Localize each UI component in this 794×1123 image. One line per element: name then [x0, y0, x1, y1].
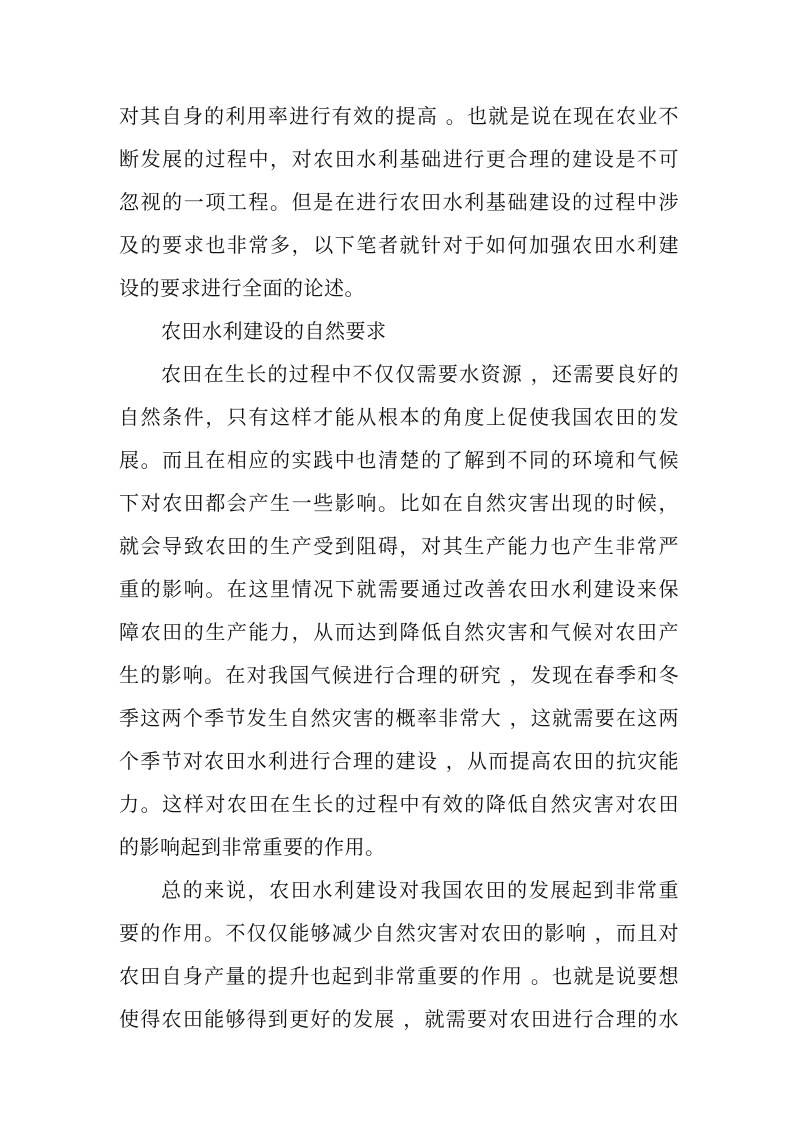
- text-line: 农田在生长的过程中不仅仅需要水资源 ，还需要良好的: [161, 362, 679, 386]
- text-line: 及的要求也非常多，以下笔者就针对于如何加强农田水利建: [119, 233, 679, 257]
- text-line: 个季节对农田水利进行合理的建设 ，从而提高农田的抗灾能: [119, 749, 679, 773]
- text-line: 忽视的一项工程。但是在进行农田水利基础建设的过程中涉: [119, 190, 679, 214]
- text-line: 自然条件，只有这样才能从根本的角度上促使我国农田的发: [119, 405, 679, 429]
- text-line: 断发展的过程中，对农田水利基础进行更合理的建设是不可: [119, 147, 679, 171]
- text-line: 对其自身的利用率进行有效的提高 。也就是说在现在农业不: [119, 104, 679, 128]
- text-line: 重的影响。在这里情况下就需要通过改善农田水利建设来保: [119, 577, 679, 601]
- text-line: 使得农田能够得到更好的发展 ，就需要对农田进行合理的水: [119, 1007, 679, 1031]
- section-heading: 农田水利建设的自然要求: [161, 319, 387, 343]
- text-line: 总的来说，农田水利建设对我国农田的发展起到非常重: [161, 878, 679, 902]
- text-line: 力。这样对农田在生长的过程中有效的降低自然灾害对农田: [119, 792, 679, 816]
- text-line: 就会导致农田的生产受到阻碍，对其生产能力也产生非常严: [119, 534, 679, 558]
- text-line: 生的影响。在对我国气候进行合理的研究 ，发现在春季和冬: [119, 663, 679, 687]
- text-line: 农田自身产量的提升也起到非常重要的作用 。也就是说要想: [119, 964, 679, 988]
- text-line: 设的要求进行全面的论述。: [119, 276, 365, 300]
- text-line: 季这两个季节发生自然灾害的概率非常大 ，这就需要在这两: [119, 706, 679, 730]
- text-line: 障农田的生产能力，从而达到降低自然灾害和气候对农田产: [119, 620, 679, 644]
- text-line: 的影响起到非常重要的作用。: [119, 835, 386, 859]
- text-line: 展。而且在相应的实践中也清楚的了解到不同的环境和气候: [119, 448, 679, 472]
- text-line: 要的作用。不仅仅能够减少自然灾害对农田的影响 ，而且对: [119, 921, 679, 945]
- text-line: 下对农田都会产生一些影响。比如在自然灾害出现的时候，: [119, 491, 679, 515]
